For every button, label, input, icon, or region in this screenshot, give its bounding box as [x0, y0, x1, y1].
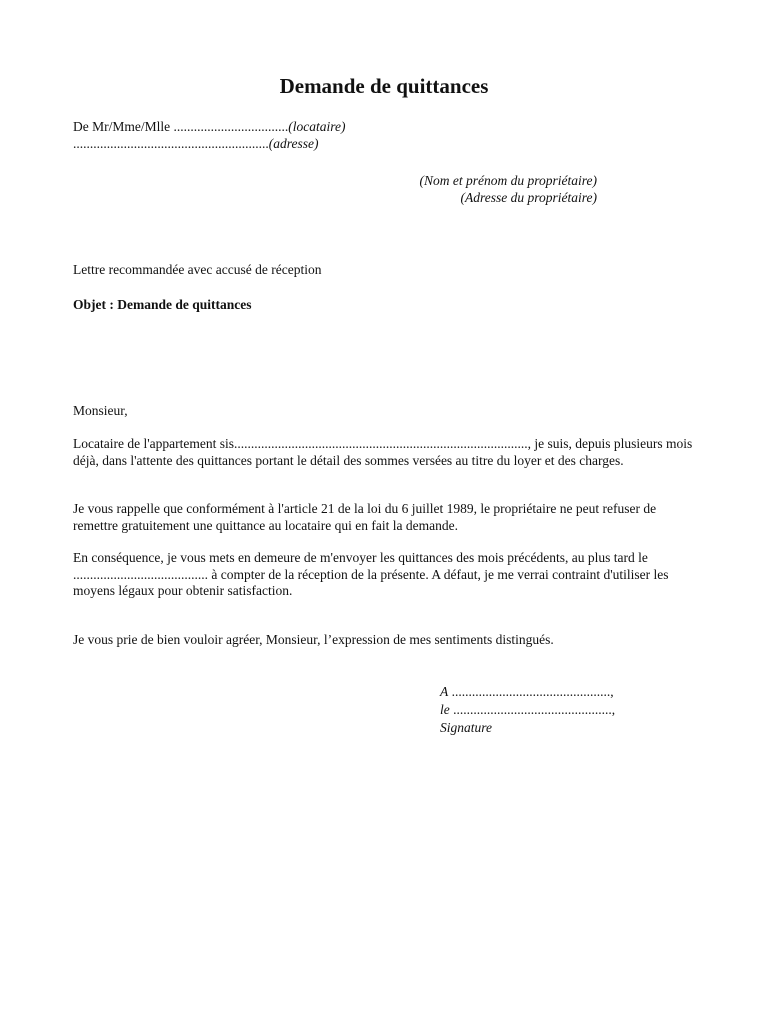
place-dots: ...............................................,: [448, 684, 614, 699]
sender-address-line: [73, 136, 319, 153]
sender-name-label: (locataire): [288, 119, 346, 134]
document-title: Demande de quittances: [279, 74, 489, 98]
date-line: [440, 701, 615, 719]
salutation: Monsieur,: [73, 403, 128, 418]
recipient-name: (Nom et prénom du propriétaire): [419, 173, 597, 188]
recipient-address: (Adresse du propriétaire): [460, 190, 597, 205]
paragraph-2: Je vous rappelle que conformément à l'article 21 de la loi du 6 juillet 1989, le propriétaire ne peut refuser de remettre gratuitement une quittance au locataire qui en fait la demande.: [73, 501, 657, 533]
place-label: A: [440, 684, 449, 699]
signature-label: Signature: [440, 720, 492, 735]
paragraph-3: En conséquence, je vous mets en demeure de m'envoyer les quittances des mois précédents, au plus tard le ........................................ à compter de la réception de la présente. A défaut, je me verrai contraint d'utiliser les moyens légaux pour obtenir satisfaction.: [73, 550, 669, 598]
delivery-mode: Lettre recommandée avec accusé de réception: [73, 262, 322, 277]
paragraph-1: Locataire de l'appartement sis......................................................................................., je suis, depuis plusieurs mois déjà, dans l'attente des quittances portant le détail des sommes versées au titre du loyer et des charges.: [73, 436, 693, 468]
sender-prefix: De Mr/Mme/Mlle: [73, 119, 174, 134]
sender-name-line: [73, 119, 345, 136]
sender-address-label: (adresse): [268, 136, 319, 151]
date-label: le: [440, 702, 450, 717]
place-line: [440, 683, 614, 701]
subject-line: Objet : Demande de quittances: [73, 297, 252, 312]
paragraph-closing: Je vous prie de bien vouloir agréer, Monsieur, l’expression de mes sentiments distingués.: [73, 632, 554, 647]
date-dots: ...............................................,: [449, 702, 616, 717]
sender-address-dots: ..........................................................: [73, 136, 269, 151]
sender-name-dots: ..................................: [173, 119, 289, 134]
